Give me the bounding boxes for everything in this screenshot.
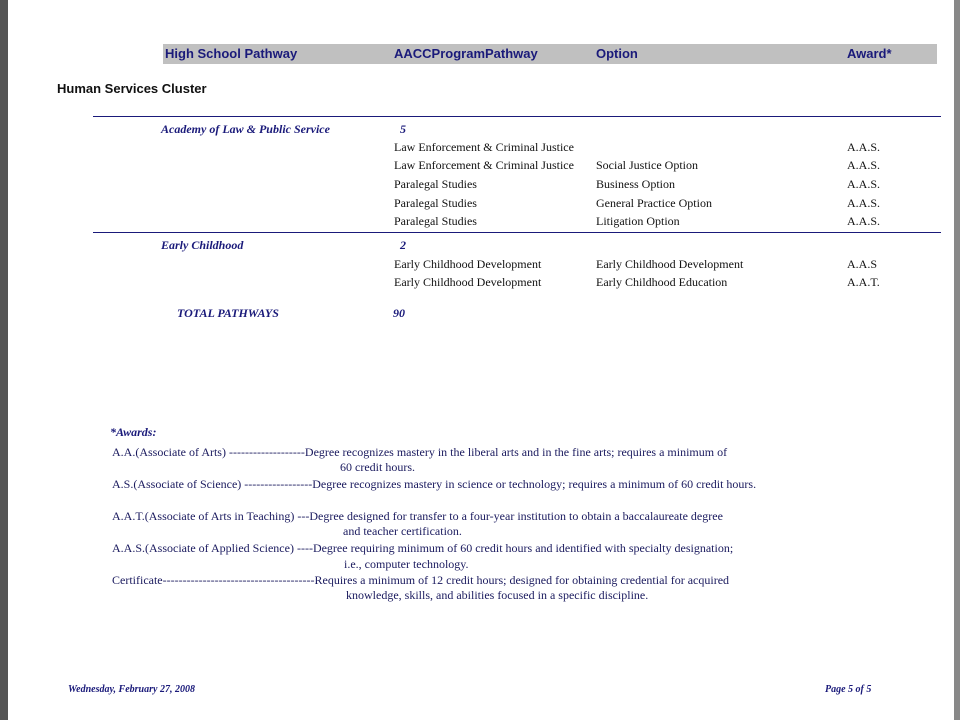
award-line: and teacher certification. bbox=[343, 524, 462, 538]
header-high-school-pathway: High School Pathway bbox=[165, 46, 298, 61]
award-line: A.A.(Associate of Arts) -------------------Degree recognizes mastery in the liberal arts and in the fine arts; requires a minimum of bbox=[112, 445, 728, 459]
option-cell: Early Childhood Education bbox=[596, 275, 728, 289]
award-line: A.S.(Associate of Science) -----------------Degree recognizes mastery in science or technology; requires a minimum of 60 credit hours. bbox=[112, 477, 757, 491]
program-cell: Paralegal Studies bbox=[394, 196, 477, 210]
group-count: 2 bbox=[400, 238, 406, 252]
award-cell: A.A.S. bbox=[847, 140, 881, 154]
group-name: Academy of Law & Public Service bbox=[161, 122, 330, 136]
award-line: Certificate--------------------------------------Requires a minimum of 12 credit hours; designed for obtaining credential for acquired bbox=[112, 573, 730, 587]
group-name: Early Childhood bbox=[161, 238, 244, 252]
window-frame-left bbox=[0, 0, 8, 720]
program-cell: Paralegal Studies bbox=[394, 177, 477, 191]
option-cell: General Practice Option bbox=[596, 196, 712, 210]
award-cell: A.A.S bbox=[847, 257, 878, 271]
awards-title: *Awards: bbox=[110, 425, 157, 439]
program-cell: Law Enforcement & Criminal Justice bbox=[394, 140, 574, 154]
award-line: A.A.T.(Associate of Arts in Teaching) ---Degree designed for transfer to a four-year institution to obtain a baccalaureate degree bbox=[112, 509, 723, 523]
table-row bbox=[0, 158, 960, 176]
header-option: Option bbox=[596, 46, 638, 61]
award-cell: A.A.T. bbox=[847, 275, 880, 289]
award-cell: A.A.S. bbox=[847, 158, 881, 172]
program-cell: Paralegal Studies bbox=[394, 214, 477, 228]
award-line: A.A.S.(Associate of Applied Science) ----Degree requiring minimum of 60 credit hours and identified with specialty designation; bbox=[112, 541, 734, 555]
award-line: i.e., computer technology. bbox=[344, 557, 469, 571]
table-row bbox=[0, 140, 960, 158]
option-cell: Social Justice Option bbox=[596, 158, 698, 172]
option-cell: Litigation Option bbox=[596, 214, 680, 228]
option-cell: Early Childhood Development bbox=[596, 257, 744, 271]
program-cell: Early Childhood Development bbox=[394, 275, 542, 289]
award-line: 60 credit hours. bbox=[340, 460, 415, 474]
table-row bbox=[0, 275, 960, 293]
total-value: 90 bbox=[393, 306, 405, 320]
program-cell: Law Enforcement & Criminal Justice bbox=[394, 158, 574, 172]
group-count: 5 bbox=[400, 122, 406, 136]
table-header-bar bbox=[163, 44, 937, 64]
total-label: TOTAL PATHWAYS bbox=[177, 306, 279, 320]
window-frame-right bbox=[954, 0, 960, 720]
table-row bbox=[0, 257, 960, 275]
footer-page-number: Page 5 of 5 bbox=[825, 684, 872, 695]
award-cell: A.A.S. bbox=[847, 177, 881, 191]
header-program-pathway: AACCProgramPathway bbox=[394, 46, 538, 61]
option-cell: Business Option bbox=[596, 177, 676, 191]
award-line: knowledge, skills, and abilities focused in a specific discipline. bbox=[346, 588, 649, 602]
header-award: Award* bbox=[847, 46, 892, 61]
divider-rule bbox=[93, 232, 941, 233]
table-row bbox=[0, 196, 960, 214]
divider-rule bbox=[93, 116, 941, 117]
cluster-title: Human Services Cluster bbox=[57, 81, 207, 96]
footer-date: Wednesday, February 27, 2008 bbox=[68, 684, 195, 695]
table-row bbox=[0, 177, 960, 195]
award-cell: A.A.S. bbox=[847, 214, 881, 228]
table-row bbox=[0, 214, 960, 232]
award-cell: A.A.S. bbox=[847, 196, 881, 210]
program-cell: Early Childhood Development bbox=[394, 257, 542, 271]
